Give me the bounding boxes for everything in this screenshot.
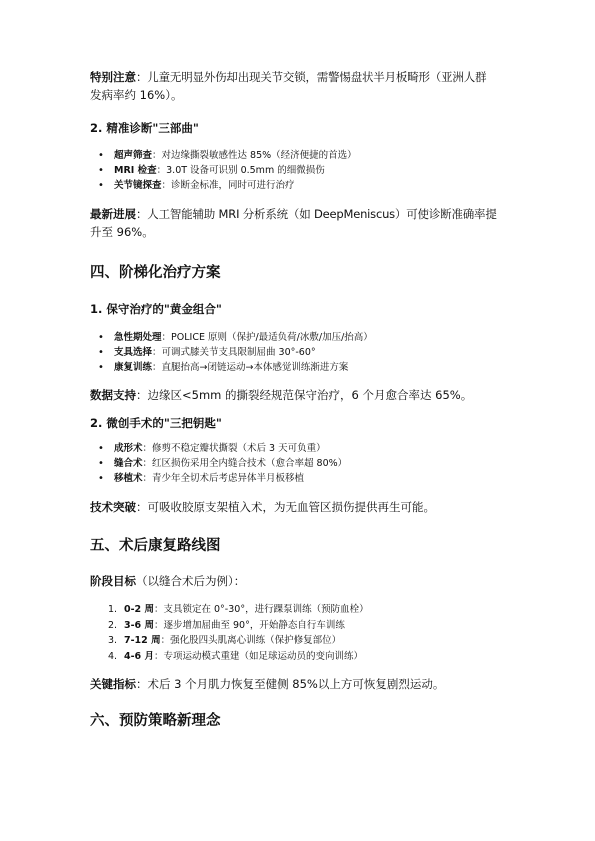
step-number: 3. [108, 635, 118, 646]
list-item [90, 360, 520, 375]
list-item-label: 缝合术 [114, 458, 143, 469]
list-item-label: 支具选择 [114, 347, 153, 358]
tech-breakthrough-text: ：可吸收胶原支架植入术，为无血管区损伤提供再生可能。 [136, 500, 435, 514]
step-label: 7-12 周 [124, 635, 161, 646]
key-indicator-paragraph [90, 675, 520, 693]
diagnosis-heading: 2. 精准诊断"三部曲" [90, 121, 199, 135]
tech-breakthrough-label: 技术突破 [90, 500, 136, 514]
list-item-text: ：红区损伤采用全内缝合技术（愈合率超 80%） [142, 458, 348, 469]
step-label: 3-6 周 [124, 619, 154, 631]
conservative-treatment-heading: 1. 保守治疗的"黄金组合" [90, 302, 222, 316]
list-item-label: 急性期处理 [114, 332, 162, 343]
conservative-treatment-list [90, 330, 520, 375]
step-text: ：强化股四头肌离心训练（保护修复部位） [160, 635, 342, 646]
stage-goal-paragraph [90, 572, 520, 590]
list-item [90, 345, 520, 360]
section-4-heading: 四、阶梯化治疗方案 [90, 265, 221, 281]
latest-progress-label: 最新进展 [90, 207, 136, 221]
list-item [90, 471, 520, 486]
list-item-text: ：青少年全切术后考虑异体半月板移植 [142, 473, 305, 484]
data-support-label: 数据支持 [90, 388, 136, 402]
step-text: ：逐步增加屈曲至 90°，开始静态自行车训练 [153, 619, 345, 631]
special-note-paragraph [90, 68, 520, 104]
stage-goal-label: 阶段目标 [90, 574, 136, 588]
list-item-label: 关节镜探查 [114, 180, 162, 191]
step-number: 4. [108, 650, 118, 662]
list-item [90, 163, 520, 178]
section-5-heading: 五、术后康复路线图 [90, 538, 221, 554]
section-6-heading: 六、预防策略新理念 [90, 713, 221, 729]
list-item-label: MRI 检查 [114, 165, 157, 176]
key-indicator-label: 关键指标 [90, 677, 136, 691]
step-text: ：支具锁定在 0°-30°，进行踝泵训练（预防血栓） [153, 604, 369, 615]
step-label: 0-2 周 [124, 604, 154, 615]
step-text: ：专项运动模式重建（如足球运动员的变向训练） [153, 650, 363, 662]
list-item [90, 456, 520, 471]
list-item-text: ：可调式膝关节支具限制屈曲 30°-60° [152, 347, 316, 358]
list-item-text: ：POLICE 原则（保护/最适负荷/冰敷/加压/抬高） [161, 332, 373, 343]
list-item-text: ：直腿抬高→闭链运动→本体感觉训练渐进方案 [152, 362, 349, 373]
stage-goal-text: （以缝合术后为例）： [136, 574, 246, 588]
special-note-text-line1: ：儿童无明显外伤却出现关节交锁，需警惕盘状半月板畸形（亚洲人群 [136, 70, 487, 84]
rehab-steps-list [90, 602, 520, 664]
list-item [90, 178, 520, 193]
list-item [90, 618, 520, 634]
special-note-text-line2: 发病率约 16%）。 [90, 88, 183, 102]
list-item-text: ：对边缘撕裂敏感性达 85%（经济便捷的首选） [152, 150, 357, 161]
step-label: 4-6 月 [124, 650, 154, 662]
list-item-text: ：诊断金标准，同时可进行治疗 [161, 180, 295, 191]
minimally-invasive-heading: 2. 微创手术的"三把钥匙" [90, 416, 222, 430]
list-item [90, 441, 520, 456]
special-note-label: 特别注意 [90, 70, 136, 84]
step-number: 2. [108, 619, 118, 631]
list-item-label: 超声筛查 [114, 150, 153, 161]
list-item [90, 148, 520, 163]
document-body [90, 68, 520, 731]
list-item-label: 移植术 [114, 473, 143, 484]
latest-progress-paragraph [90, 205, 520, 241]
diagnosis-list [90, 148, 520, 193]
list-item [90, 330, 520, 345]
tech-breakthrough-paragraph [90, 498, 520, 516]
step-number: 1. [108, 604, 118, 615]
list-item-text: ：3.0T 设备可识别 0.5mm 的细微损伤 [156, 165, 325, 176]
list-item [90, 649, 520, 665]
key-indicator-text: ：术后 3 个月肌力恢复至健侧 85%以上方可恢复剧烈运动。 [136, 677, 445, 691]
data-support-text: ：边缘区<5mm 的撕裂经规范保守治疗，6 个月愈合率达 65%。 [136, 388, 473, 402]
list-item [90, 602, 520, 618]
latest-progress-text-line1: ：人工智能辅助 MRI 分析系统（如 DeepMeniscus）可使诊断准确率提 [136, 207, 497, 221]
latest-progress-text-line2: 升至 96%。 [90, 225, 154, 239]
list-item-label: 成形术 [114, 443, 143, 454]
list-item-label: 康复训练 [114, 362, 153, 373]
data-support-paragraph [90, 386, 520, 404]
list-item-text: ：修剪不稳定瓣状撕裂（术后 3 天可负重） [142, 443, 326, 454]
list-item [90, 633, 520, 649]
minimally-invasive-list [90, 441, 520, 486]
